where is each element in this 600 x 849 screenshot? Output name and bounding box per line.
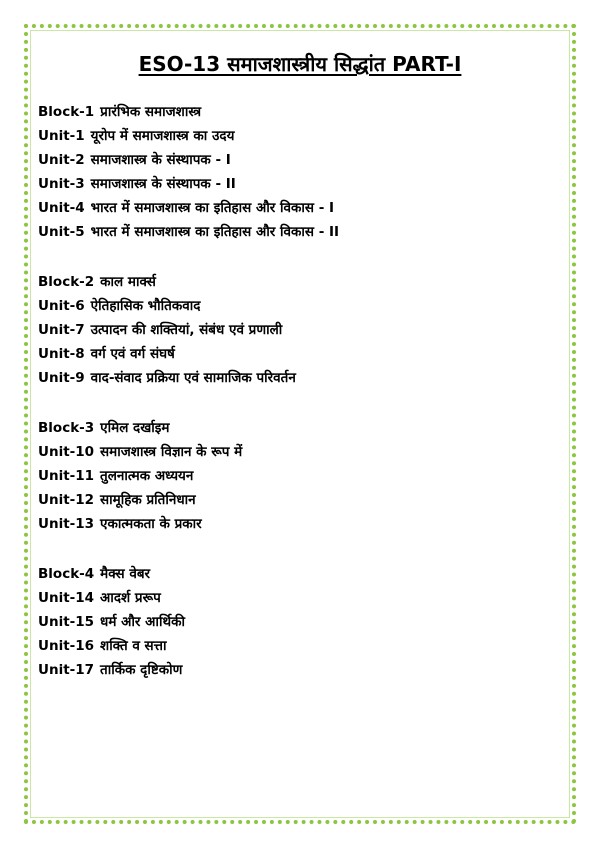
block-title: एमिल दर्खाइम [100, 420, 170, 436]
unit-title: शक्ति व सत्ता [100, 638, 167, 654]
unit-item [38, 220, 558, 244]
unit-item [38, 172, 558, 196]
unit-title: उत्पादन की शक्तियां, संबंध एवं प्रणाली [90, 322, 283, 338]
unit-item [38, 610, 558, 634]
contents-list [38, 100, 558, 708]
unit-title: वाद-संवाद प्रक्रिया एवं सामाजिक परिवर्तन [90, 370, 296, 386]
unit-label: Unit-17 [38, 662, 95, 678]
block-label: Block-1 [38, 104, 95, 120]
unit-title: तुलनात्मक अध्ययन [100, 468, 194, 484]
unit-label: Unit-9 [38, 370, 85, 386]
block-heading [38, 270, 558, 294]
page-title: ESO-13 समाजशास्त्रीय सिद्धांत PART-I [138, 52, 462, 76]
unit-title: धर्म और आर्थिकी [100, 614, 185, 630]
unit-label: Unit-5 [38, 224, 85, 240]
unit-title: भारत में समाजशास्त्र का इतिहास और विकास - II [90, 224, 340, 240]
unit-label: Unit-1 [38, 128, 85, 144]
unit-item [38, 196, 558, 220]
block-title: मैक्स वेबर [100, 566, 151, 582]
unit-title: यूरोप में समाजशास्त्र का उदय [90, 128, 235, 144]
block-heading [38, 562, 558, 586]
unit-label: Unit-15 [38, 614, 95, 630]
unit-title: एकात्मकता के प्रकार [100, 516, 202, 532]
unit-title: समाजशास्त्र विज्ञान के रूप में [100, 444, 243, 460]
unit-title: वर्ग एवं वर्ग संघर्ष [90, 346, 175, 362]
unit-label: Unit-8 [38, 346, 85, 362]
unit-title: भारत में समाजशास्त्र का इतिहास और विकास - I [90, 200, 335, 216]
unit-label: Unit-6 [38, 298, 85, 314]
unit-label: Unit-14 [38, 590, 95, 606]
block-label: Block-4 [38, 566, 95, 582]
unit-title: ऐतिहासिक भौतिकवाद [90, 298, 201, 314]
unit-label: Unit-12 [38, 492, 95, 508]
block-heading [38, 416, 558, 440]
unit-item [38, 464, 558, 488]
unit-label: Unit-16 [38, 638, 95, 654]
unit-item [38, 512, 558, 536]
block-title: प्रारंभिक समाजशास्त्र [100, 104, 202, 120]
unit-item [38, 634, 558, 658]
block-label: Block-2 [38, 274, 95, 290]
unit-item [38, 366, 558, 390]
unit-item [38, 440, 558, 464]
unit-item [38, 124, 558, 148]
unit-title: तार्किक दृष्टिकोण [100, 662, 183, 678]
unit-item [38, 294, 558, 318]
block-group-1 [38, 100, 558, 244]
block-label: Block-3 [38, 420, 95, 436]
unit-label: Unit-2 [38, 152, 85, 168]
unit-label: Unit-7 [38, 322, 85, 338]
block-title: काल मार्क्स [100, 274, 156, 290]
unit-label: Unit-10 [38, 444, 95, 460]
unit-item [38, 148, 558, 172]
unit-title: समाजशास्त्र के संस्थापक - I [90, 152, 231, 168]
block-group-4 [38, 562, 558, 682]
unit-item [38, 342, 558, 366]
block-group-2 [38, 270, 558, 390]
block-heading [38, 100, 558, 124]
unit-title: सामूहिक प्रतिनिधान [100, 492, 196, 508]
block-group-3 [38, 416, 558, 536]
unit-item [38, 318, 558, 342]
unit-item [38, 658, 558, 682]
unit-title: आदर्श प्ररूप [100, 590, 161, 606]
unit-label: Unit-3 [38, 176, 85, 192]
unit-item [38, 488, 558, 512]
unit-item [38, 586, 558, 610]
unit-label: Unit-4 [38, 200, 85, 216]
unit-title: समाजशास्त्र के संस्थापक - II [90, 176, 236, 192]
unit-label: Unit-11 [38, 468, 95, 484]
unit-label: Unit-13 [38, 516, 95, 532]
